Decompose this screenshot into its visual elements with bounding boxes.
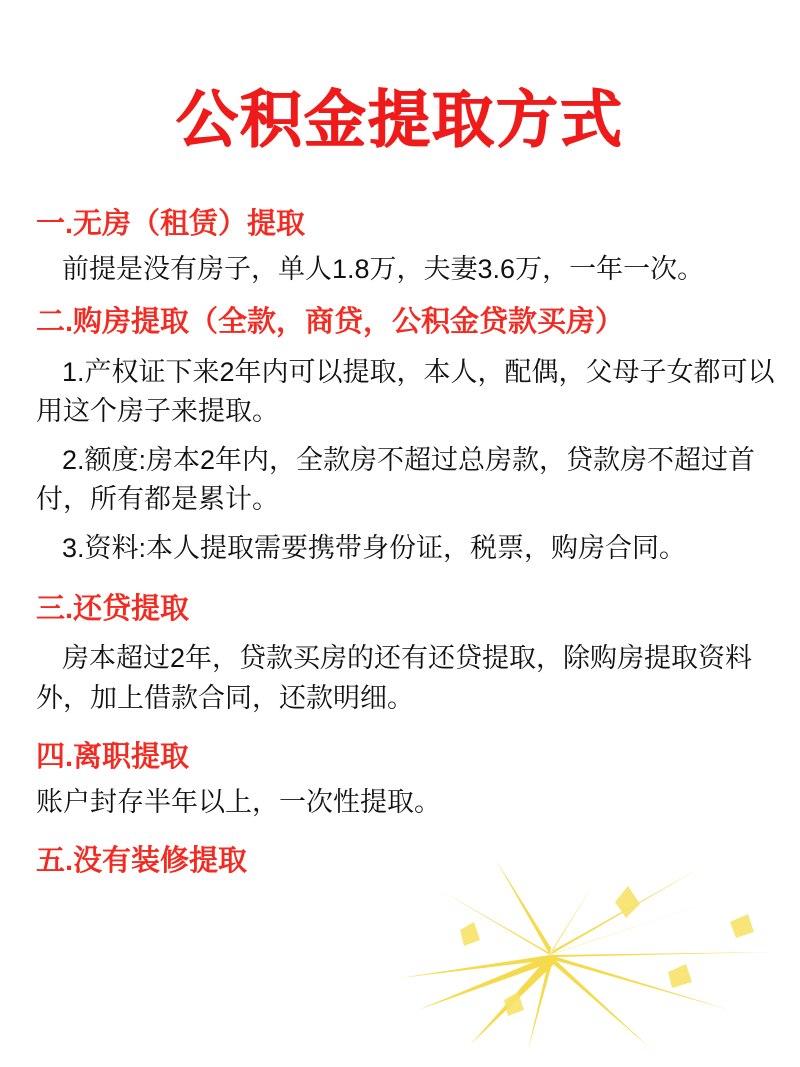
section-2-line-1: 1.产权证下来2年内可以提取，本人，配偶，父母子女都可以用这个房子来提取。 [36,356,775,426]
section-2-line-2: 2.额度:房本2年内，全款房不超过总房款，贷款房不超过首付，所有都是累计。 [36,444,756,514]
sparkle-burst-icon [400,860,780,1050]
section-1-line-1: 前提是没有房子，单人1.8万，夫妻3.6万，一年一次。 [62,254,705,285]
section-2-line-3: 3.资料:本人提取需要携带身份证，税票，购房合同。 [62,533,687,564]
section-heading-5: 五.没有装修提取 [36,844,248,877]
section-heading-1: 一.无房（租赁）提取 [36,208,306,241]
section-heading-4: 四.离职提取 [36,740,190,773]
page-title: 公积金提取方式 [175,86,624,155]
section-4-line-1: 账户封存半年以上，一次性提取。 [36,786,441,817]
section-3-line-1: 房本超过2年，贷款买房的还有还贷提取，除购房提取资料外，加上借款合同，还款明细。 [36,643,753,713]
section-heading-2: 二.购房提取（全款，商贷，公积金贷款买房） [36,306,625,339]
section-heading-3: 三.还贷提取 [36,593,190,626]
